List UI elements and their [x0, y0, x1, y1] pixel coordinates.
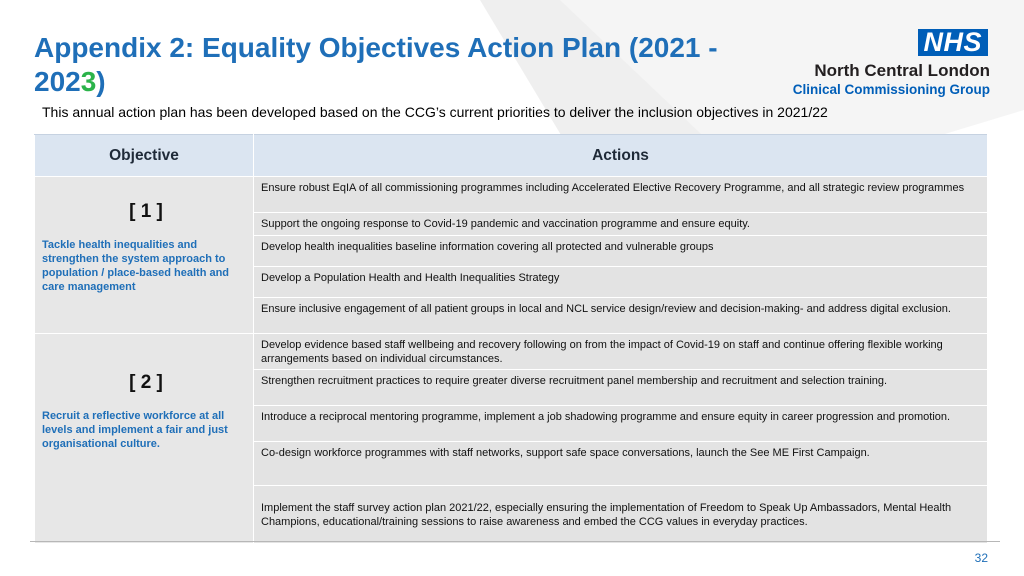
table-row	[35, 334, 988, 370]
page-title	[34, 31, 794, 99]
footer-divider	[30, 541, 1000, 542]
table-header-row	[35, 135, 988, 177]
nhs-logo-mark: NHS	[918, 29, 988, 56]
objective-number: [ 1 ]	[129, 201, 163, 222]
action-cell: Ensure inclusive engagement of all patient groups in local and NCL service design/review and decision-making- and address digital exclusion.	[254, 298, 988, 334]
table-row	[35, 177, 988, 213]
objective-number: [ 2 ]	[129, 372, 163, 393]
action-plan-table	[34, 134, 988, 544]
action-cell: Develop health inequalities baseline information covering all protected and vulnerable groups	[254, 236, 988, 267]
page-title-close: )	[96, 66, 106, 97]
action-cell: Develop evidence based staff wellbeing and recovery following on from the impact of Covid-19 on staff and continue offering flexible working arrangements based on individual circumstances.	[254, 334, 988, 370]
action-cell: Strengthen recruitment practices to require greater diverse recruitment panel membership and recruitment and selection training.	[254, 370, 988, 406]
action-cell: Develop a Population Health and Health Inequalities Strategy	[254, 267, 988, 298]
actions-column-header: Actions	[254, 135, 988, 177]
objective-cell	[35, 177, 254, 334]
page-title-main: Appendix 2: Equality Objectives Action Plan (2021 - 202	[34, 32, 718, 97]
page-title-accent: 3	[80, 66, 97, 97]
nhs-logo	[790, 29, 990, 98]
objective-content	[35, 201, 253, 294]
page-number: 32	[974, 551, 988, 565]
logo-org-type: Clinical Commissioning Group	[792, 82, 990, 97]
objective-column-header: Objective	[35, 135, 254, 177]
logo-org-name: North Central London	[814, 61, 990, 80]
objective-description: Recruit a reflective workforce at all levels and implement a fair and just organisational culture.	[42, 410, 228, 450]
action-cell: Support the ongoing response to Covid-19 pandemic and vaccination programme and ensure equity.	[254, 213, 988, 236]
action-cell: Introduce a reciprocal mentoring programme, implement a job shadowing programme and ensure equity in career progression and promotion.	[254, 406, 988, 442]
objective-content	[35, 372, 253, 451]
action-cell: Ensure robust EqIA of all commissioning programmes including Accelerated Elective Recovery Programme, and all strategic review programmes	[254, 177, 988, 213]
page-subtitle: This annual action plan has been developed based on the CCG’s current priorities to deliver the inclusion objectives in 2021/22	[42, 104, 828, 120]
objective-description: Tackle health inequalities and strengthen the system approach to population / place-based health and care management	[42, 239, 230, 293]
objective-cell	[35, 334, 254, 544]
action-cell: Implement the staff survey action plan 2021/22, especially ensuring the implementation of Freedom to Speak Up Ambassadors, Mental Health Champions, educational/training sessions to raise awareness and embed the CCG values in everyday practices.	[254, 486, 988, 544]
action-cell: Co-design workforce programmes with staff networks, support safe space conversations, launch the See ME First Campaign.	[254, 442, 988, 486]
